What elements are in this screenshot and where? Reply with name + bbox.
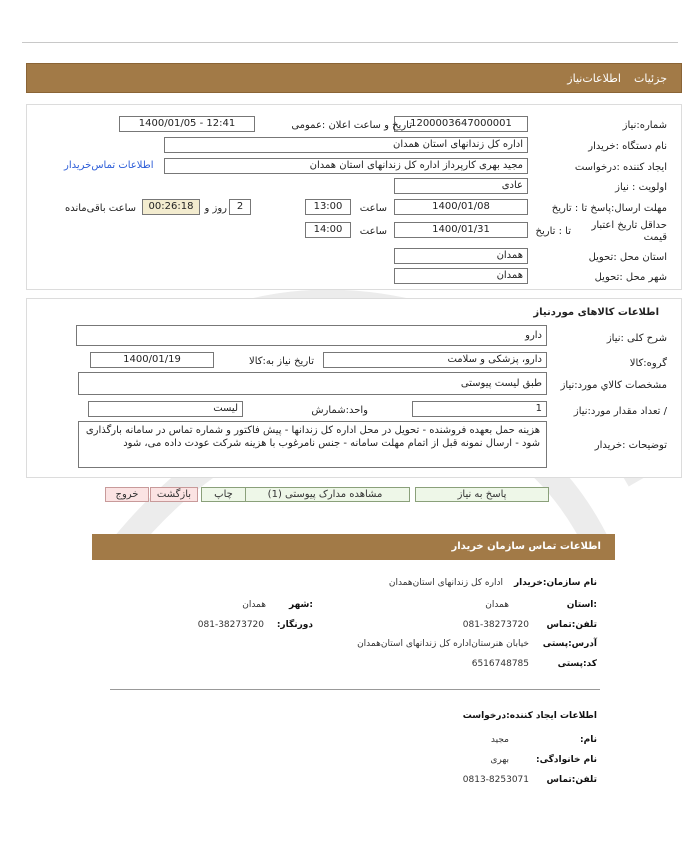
address-value: خیابان هنرستان‌اداره کل زندانهای استان‌همدان bbox=[357, 639, 529, 649]
requester-phone-label: تلفن:تماس bbox=[546, 775, 597, 785]
buyer-contact-link[interactable]: اطلاعات تماس‌خریدار bbox=[64, 160, 154, 171]
desc-label: شرح کلی :نیاز bbox=[606, 333, 667, 344]
need-date-label: تاریخ نیاز به:کالا bbox=[249, 356, 314, 367]
requester-phone-value: 0813-8253071 bbox=[462, 775, 529, 785]
countdown-timer: 00:26:18 bbox=[142, 199, 200, 215]
qty-field: 1 bbox=[412, 401, 547, 417]
contact-phone-label: تلفن:تماس bbox=[546, 620, 597, 630]
reply-button[interactable]: پاسخ به نیاز bbox=[415, 487, 549, 502]
requester-section-title: اطلاعات ایجاد کننده:درخواست bbox=[462, 711, 597, 721]
validity-date-field: 1400/01/31 bbox=[394, 222, 528, 238]
org-label: نام سازمان:خریدار bbox=[513, 578, 597, 588]
desc-field: دارو bbox=[76, 325, 547, 346]
validity-label-2: قیمت bbox=[643, 232, 667, 243]
spec-field: طبق لیست پیوستی bbox=[78, 372, 547, 395]
section-divider bbox=[110, 689, 600, 690]
fax-value: 081-38273720 bbox=[197, 620, 264, 630]
deadline-time-field: 13:00 bbox=[305, 199, 351, 215]
announce-label: تاریخ و ساعت اعلان :عمومی bbox=[291, 120, 412, 131]
buyer-label: نام دستگاه :خریدار bbox=[588, 141, 667, 152]
contact-phone-value: 081-38273720 bbox=[462, 620, 529, 630]
city-field: همدان bbox=[394, 268, 528, 284]
priority-field: عادی bbox=[394, 178, 528, 194]
creator-field: مجید بهری کارپرداز اداره کل زندانهای استان همدان bbox=[164, 158, 528, 174]
org-value: اداره کل زندانهای استان‌همدان bbox=[388, 578, 503, 588]
need-date-field: 1400/01/19 bbox=[90, 352, 214, 368]
spec-label: مشخصات کالاي مورد:نياز bbox=[560, 380, 667, 391]
postal-label: کد:پستی bbox=[557, 659, 597, 669]
unit-label: واحد:شمارش bbox=[311, 405, 368, 416]
contact-section-bar bbox=[92, 534, 615, 560]
deadline-label: مهلت ارسال:پاسخ تا : تاریخ bbox=[551, 203, 667, 214]
need-number-field: 1200003647000001 bbox=[394, 116, 528, 132]
view-attachments-button[interactable]: مشاهده مدارک پیوستی (1) bbox=[240, 487, 410, 502]
address-label: آدرس:پستی bbox=[542, 639, 597, 649]
validity-label-1: حداقل تاریخ اعتبار bbox=[591, 220, 667, 231]
remaining-label: ساعت باقی‌مانده bbox=[64, 203, 136, 214]
tab-need-info[interactable]: اطلاعات‌نیاز bbox=[567, 72, 621, 85]
requester-family-label: نام خانوادگی: bbox=[535, 755, 597, 765]
notes-label: توضیحات :خریدار bbox=[594, 440, 667, 451]
contact-province-label: :استان bbox=[566, 600, 597, 610]
requester-name-value: مجید bbox=[490, 735, 509, 745]
creator-label: ایجاد کننده :درخواست bbox=[574, 162, 667, 173]
unit-field: لیست bbox=[88, 401, 243, 417]
print-button[interactable]: چاپ bbox=[201, 487, 246, 502]
requester-name-label: نام: bbox=[580, 735, 597, 745]
contact-city-label: :شهر bbox=[289, 600, 313, 610]
validity-time-field: 14:00 bbox=[305, 222, 351, 238]
back-button[interactable]: بازگشت bbox=[150, 487, 198, 502]
deadline-time-label: ساعت bbox=[359, 203, 387, 214]
group-field: دارو، پزشکی و سلامت bbox=[323, 352, 547, 368]
contact-city-value: همدان bbox=[242, 600, 266, 610]
goods-section-title: اطلاعات کالاهای موردنیاز bbox=[533, 307, 659, 318]
priority-label: اولویت : نیاز bbox=[615, 182, 667, 193]
deadline-date-field: 1400/01/08 bbox=[394, 199, 528, 215]
need-number-label: شماره:نیاز bbox=[622, 120, 667, 131]
tab-details[interactable]: جزئیات bbox=[634, 72, 667, 85]
exit-button[interactable]: خروج bbox=[105, 487, 149, 502]
province-label: استان محل :تحویل bbox=[588, 252, 667, 263]
validity-until-label: تا : تاریخ bbox=[535, 226, 571, 237]
days-remaining-field: 2 bbox=[229, 199, 251, 215]
contact-province-value: همدان bbox=[485, 600, 509, 610]
fax-label: دورنگار: bbox=[276, 620, 313, 630]
header-bar bbox=[26, 63, 682, 93]
postal-value: 6516748785 bbox=[471, 659, 529, 669]
days-label: روز و bbox=[204, 203, 227, 214]
requester-family-value: بهری bbox=[490, 755, 509, 765]
validity-time-label: ساعت bbox=[359, 226, 387, 237]
contact-section-title: اطلاعات تماس سازمان خریدار bbox=[451, 541, 601, 552]
top-divider bbox=[22, 42, 678, 43]
province-field: همدان bbox=[394, 248, 528, 264]
notes-field: هزینه حمل بعهده فروشنده - تحویل در محل اداره کل زندانها - پیش فاکتور و شماره تماس در سامانه بارگذاری شود - ارسال نمونه قبل از اتمام مهلت سامانه - جنس نامرغوب با هزینه شرکت عودت داده می، شود bbox=[78, 421, 547, 468]
qty-label: / تعداد مقدار مورد:نياز bbox=[573, 406, 667, 417]
buyer-field: اداره کل زندانهای استان همدان bbox=[164, 137, 528, 153]
group-label: گروه:کالا bbox=[629, 358, 667, 369]
announce-field: 1400/01/05 - 12:41 bbox=[119, 116, 255, 132]
city-label: شهر محل :تحویل bbox=[594, 272, 667, 283]
